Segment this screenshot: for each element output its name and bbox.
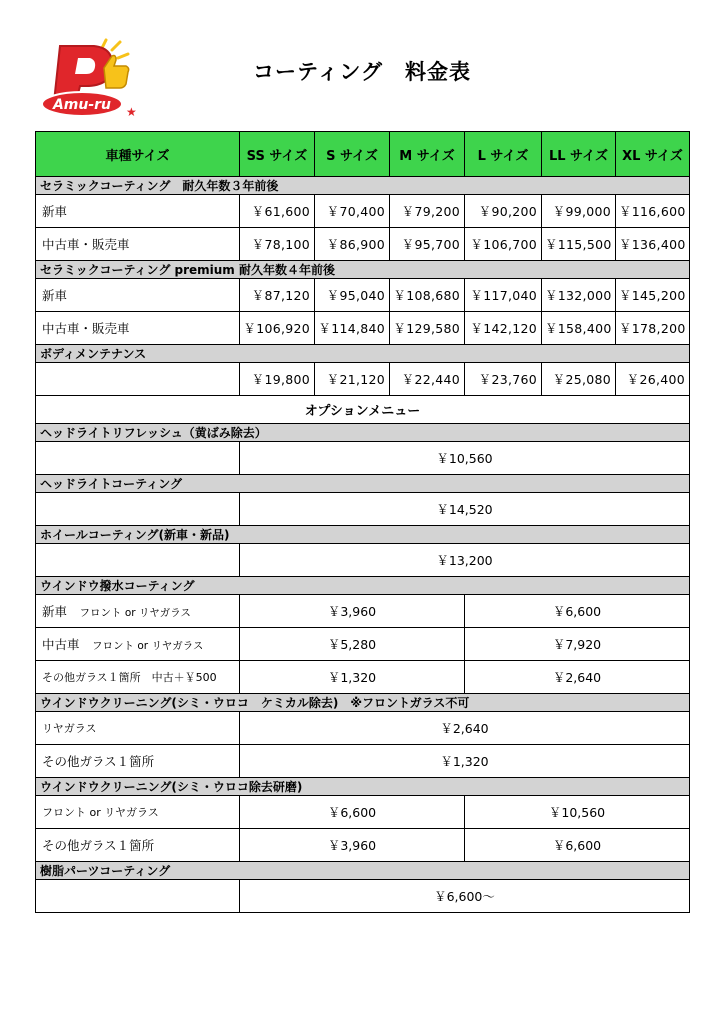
- table-row: [36, 442, 690, 475]
- price-cell: ￥14,520: [240, 493, 690, 526]
- price-cell: ￥22,440: [390, 363, 465, 396]
- section-title-wheel-coating: ホイールコーティング(新車・新品): [36, 526, 690, 544]
- table-row: [36, 228, 690, 261]
- price-cell: ￥90,200: [465, 195, 542, 228]
- table-row: [36, 880, 690, 913]
- price-cell: ￥99,000: [542, 195, 616, 228]
- row-label: 中古車・販売車: [36, 228, 240, 261]
- price-cell: ￥178,200: [616, 312, 690, 345]
- price-cell: ￥3,960: [240, 595, 465, 628]
- table-row: [36, 363, 690, 396]
- price-cell: ￥26,400: [616, 363, 690, 396]
- row-label-main: 中古車: [42, 637, 80, 652]
- table-row: [36, 796, 690, 829]
- table-row: [36, 279, 690, 312]
- section-title-headlight-coating: ヘッドライトコーティング: [36, 475, 690, 493]
- row-label: 新車: [36, 279, 240, 312]
- price-cell: ￥95,700: [390, 228, 465, 261]
- row-label-empty: [36, 442, 240, 475]
- price-cell: ￥13,200: [240, 544, 690, 577]
- price-cell: ￥145,200: [616, 279, 690, 312]
- row-label-sub: フロント or リヤガラス: [92, 640, 204, 652]
- price-cell: ￥70,400: [315, 195, 390, 228]
- price-cell: ￥95,040: [315, 279, 390, 312]
- table-row: [36, 195, 690, 228]
- row-label: [36, 595, 240, 628]
- row-label: その他ガラス１箇所: [36, 745, 240, 778]
- logo-text: Amu-ru: [52, 97, 112, 113]
- price-cell: ￥158,400: [542, 312, 616, 345]
- section-title-resin-parts: 樹脂パーツコーティング: [36, 862, 690, 880]
- price-cell: ￥108,680: [390, 279, 465, 312]
- price-cell: ￥7,920: [465, 628, 690, 661]
- row-label-main: 新車: [42, 604, 68, 619]
- section-title-ceramic: セラミックコーティング 耐久年数３年前後: [36, 177, 690, 195]
- price-cell: ￥129,580: [390, 312, 465, 345]
- price-cell: ￥2,640: [465, 661, 690, 694]
- header-vehicle-size: 車種サイズ: [36, 132, 240, 177]
- section-title-window-cleaning-polish: ウインドウクリーニング(シミ・ウロコ除去研磨): [36, 778, 690, 796]
- table-row: [36, 712, 690, 745]
- table-header-row: [36, 132, 690, 177]
- price-cell: ￥87,120: [240, 279, 315, 312]
- price-cell: ￥19,800: [240, 363, 315, 396]
- table-row: [36, 829, 690, 862]
- price-cell: ￥106,700: [465, 228, 542, 261]
- table-row: [36, 493, 690, 526]
- row-label-empty: [36, 493, 240, 526]
- price-cell: ￥6,600: [465, 829, 690, 862]
- table-row: [36, 661, 690, 694]
- price-cell: ￥142,120: [465, 312, 542, 345]
- price-cell: ￥10,560: [240, 442, 690, 475]
- price-cell: ￥23,760: [465, 363, 542, 396]
- price-cell: ￥6,600: [465, 595, 690, 628]
- header-size-s: S サイズ: [315, 132, 390, 177]
- price-cell: ￥61,600: [240, 195, 315, 228]
- section-title-headlight-refresh: ヘッドライトリフレッシュ（黄ばみ除去）: [36, 424, 690, 442]
- section-title-premium: セラミックコーティング premium 耐久年数４年前後: [36, 261, 690, 279]
- price-cell: ￥21,120: [315, 363, 390, 396]
- price-cell: ￥86,900: [315, 228, 390, 261]
- row-label-empty: [36, 363, 240, 396]
- table-row: [36, 312, 690, 345]
- section-title-body-maintenance: ボディメンテナンス: [36, 345, 690, 363]
- price-cell: ￥3,960: [240, 829, 465, 862]
- price-cell: ￥116,600: [616, 195, 690, 228]
- price-cell: ￥132,000: [542, 279, 616, 312]
- star-icon: ★: [126, 105, 137, 119]
- row-label: 新車: [36, 195, 240, 228]
- header-size-m: M サイズ: [390, 132, 465, 177]
- row-label: フロント or リヤガラス: [36, 796, 240, 829]
- section-title-window-cleaning-chemical: ウインドウクリーニング(シミ・ウロコ ケミカル除去) ※フロントガラス不可: [36, 694, 690, 712]
- row-label-empty: [36, 880, 240, 913]
- header-size-ll: LL サイズ: [542, 132, 616, 177]
- table-row: [36, 544, 690, 577]
- header-size-xl: XL サイズ: [616, 132, 690, 177]
- price-cell: ￥6,600～: [240, 880, 690, 913]
- row-label-empty: [36, 544, 240, 577]
- price-cell: ￥25,080: [542, 363, 616, 396]
- row-label: その他ガラス１箇所: [36, 829, 240, 862]
- price-cell: ￥1,320: [240, 661, 465, 694]
- options-menu-title: オプションメニュー: [36, 396, 690, 424]
- section-title-window-repellent: ウインドウ撥水コーティング: [36, 577, 690, 595]
- price-cell: ￥6,600: [240, 796, 465, 829]
- price-table: [35, 131, 690, 913]
- price-cell: ￥5,280: [240, 628, 465, 661]
- price-cell: ￥79,200: [390, 195, 465, 228]
- row-label-sub: フロント or リヤガラス: [79, 607, 191, 619]
- row-label: 中古車・販売車: [36, 312, 240, 345]
- price-cell: ￥136,400: [616, 228, 690, 261]
- table-row: [36, 745, 690, 778]
- page-title: コーティング 料金表: [253, 60, 471, 84]
- table-row: [36, 595, 690, 628]
- price-cell: ￥117,040: [465, 279, 542, 312]
- price-cell: ￥78,100: [240, 228, 315, 261]
- row-label: リヤガラス: [36, 712, 240, 745]
- price-cell: ￥115,500: [542, 228, 616, 261]
- price-cell: ￥10,560: [465, 796, 690, 829]
- header-size-ss: SS サイズ: [240, 132, 315, 177]
- price-cell: ￥1,320: [240, 745, 690, 778]
- table-row: [36, 628, 690, 661]
- row-label: その他ガラス１箇所 中古＋￥500: [36, 661, 240, 694]
- price-cell: ￥114,840: [315, 312, 390, 345]
- price-cell: ￥2,640: [240, 712, 690, 745]
- header-size-l: L サイズ: [465, 132, 542, 177]
- price-cell: ￥106,920: [240, 312, 315, 345]
- row-label: [36, 628, 240, 661]
